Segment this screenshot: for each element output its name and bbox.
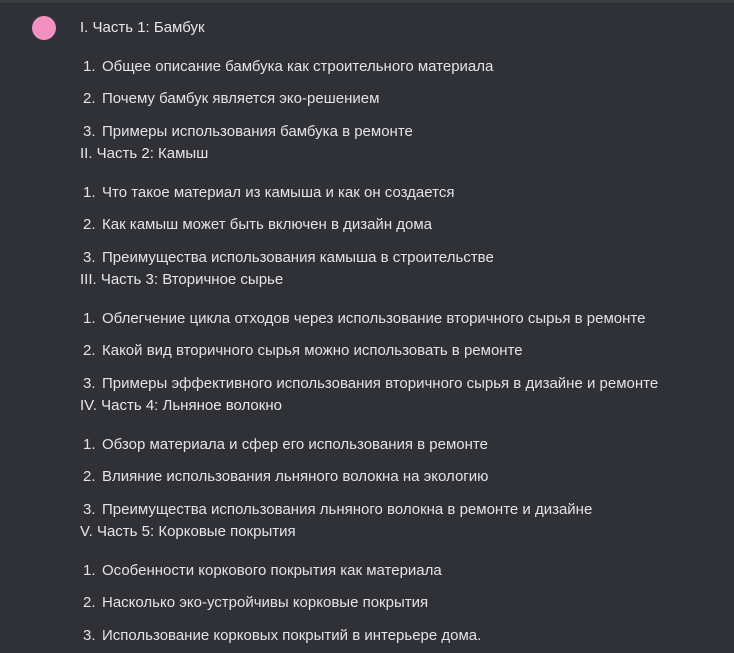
item-number: 2.: [83, 342, 96, 359]
item-text: Особенности коркового покрытия как материала: [102, 562, 442, 579]
top-divider: [0, 0, 734, 4]
item-text: Обзор материала и сфер его использования в ремонте: [102, 436, 488, 453]
list-item: [83, 90, 379, 108]
item-text: Преимущества использования льняного волокна в ремонте и дизайне: [102, 501, 593, 518]
item-number: 3.: [83, 501, 96, 518]
item-text: Насколько эко-устройчивы корковые покрытия: [102, 594, 429, 611]
section-heading: II. Часть 2: Камыш: [80, 145, 209, 162]
list-item: [83, 501, 592, 519]
item-text: Примеры использования бамбука в ремонте: [102, 123, 413, 140]
item-text: Как камыш может быть включен в дизайн дома: [102, 216, 433, 233]
item-number: 1.: [83, 184, 96, 201]
list-item: [83, 123, 413, 141]
item-number: 3.: [83, 627, 96, 644]
item-text: Что такое материал из камыша и как он создается: [102, 184, 455, 201]
item-text: Преимущества использования камыша в строительстве: [102, 249, 494, 266]
list-item: [83, 468, 488, 486]
section-3: [0, 271, 734, 397]
item-number: 2.: [83, 594, 96, 611]
item-text: Почему бамбук является эко-решением: [102, 90, 380, 107]
section-4: [0, 397, 734, 523]
section-2: [0, 145, 734, 271]
list-item: [83, 184, 454, 202]
item-text: Влияние использования льняного волокна на экологию: [102, 468, 489, 485]
item-text: Какой вид вторичного сырья можно использовать в ремонте: [102, 342, 523, 359]
list-item: [83, 375, 658, 393]
list-item: [83, 216, 432, 234]
list-item: [83, 58, 493, 76]
list-item: [83, 342, 523, 360]
item-number: 2.: [83, 216, 96, 233]
list-item: [83, 562, 442, 580]
list-item: [83, 436, 488, 454]
section-heading: III. Часть 3: Вторичное сырье: [80, 271, 284, 288]
list-item: [83, 249, 494, 267]
item-text: Облегчение цикла отходов через использование вторичного сырья в ремонте: [102, 310, 646, 327]
item-text: Использование корковых покрытий в интерьере дома.: [102, 627, 482, 644]
section-heading: IV. Часть 4: Льняное волокно: [80, 397, 282, 414]
item-number: 1.: [83, 58, 96, 75]
section-heading: I. Часть 1: Бамбук: [80, 19, 205, 36]
section-heading: V. Часть 5: Корковые покрытия: [80, 523, 296, 540]
item-number: 3.: [83, 249, 96, 266]
item-number: 2.: [83, 90, 96, 107]
item-number: 3.: [83, 375, 96, 392]
list-item: [83, 310, 645, 328]
item-text: Примеры эффективного использования вторичного сырья в дизайне и ремонте: [102, 375, 659, 392]
item-number: 1.: [83, 310, 96, 327]
list-item: [83, 594, 428, 612]
item-number: 3.: [83, 123, 96, 140]
item-text: Общее описание бамбука как строительного материала: [102, 58, 494, 75]
item-number: 2.: [83, 468, 96, 485]
section-5: [0, 523, 734, 649]
list-item: [83, 627, 481, 645]
section-1: [0, 19, 734, 145]
item-number: 1.: [83, 436, 96, 453]
item-number: 1.: [83, 562, 96, 579]
